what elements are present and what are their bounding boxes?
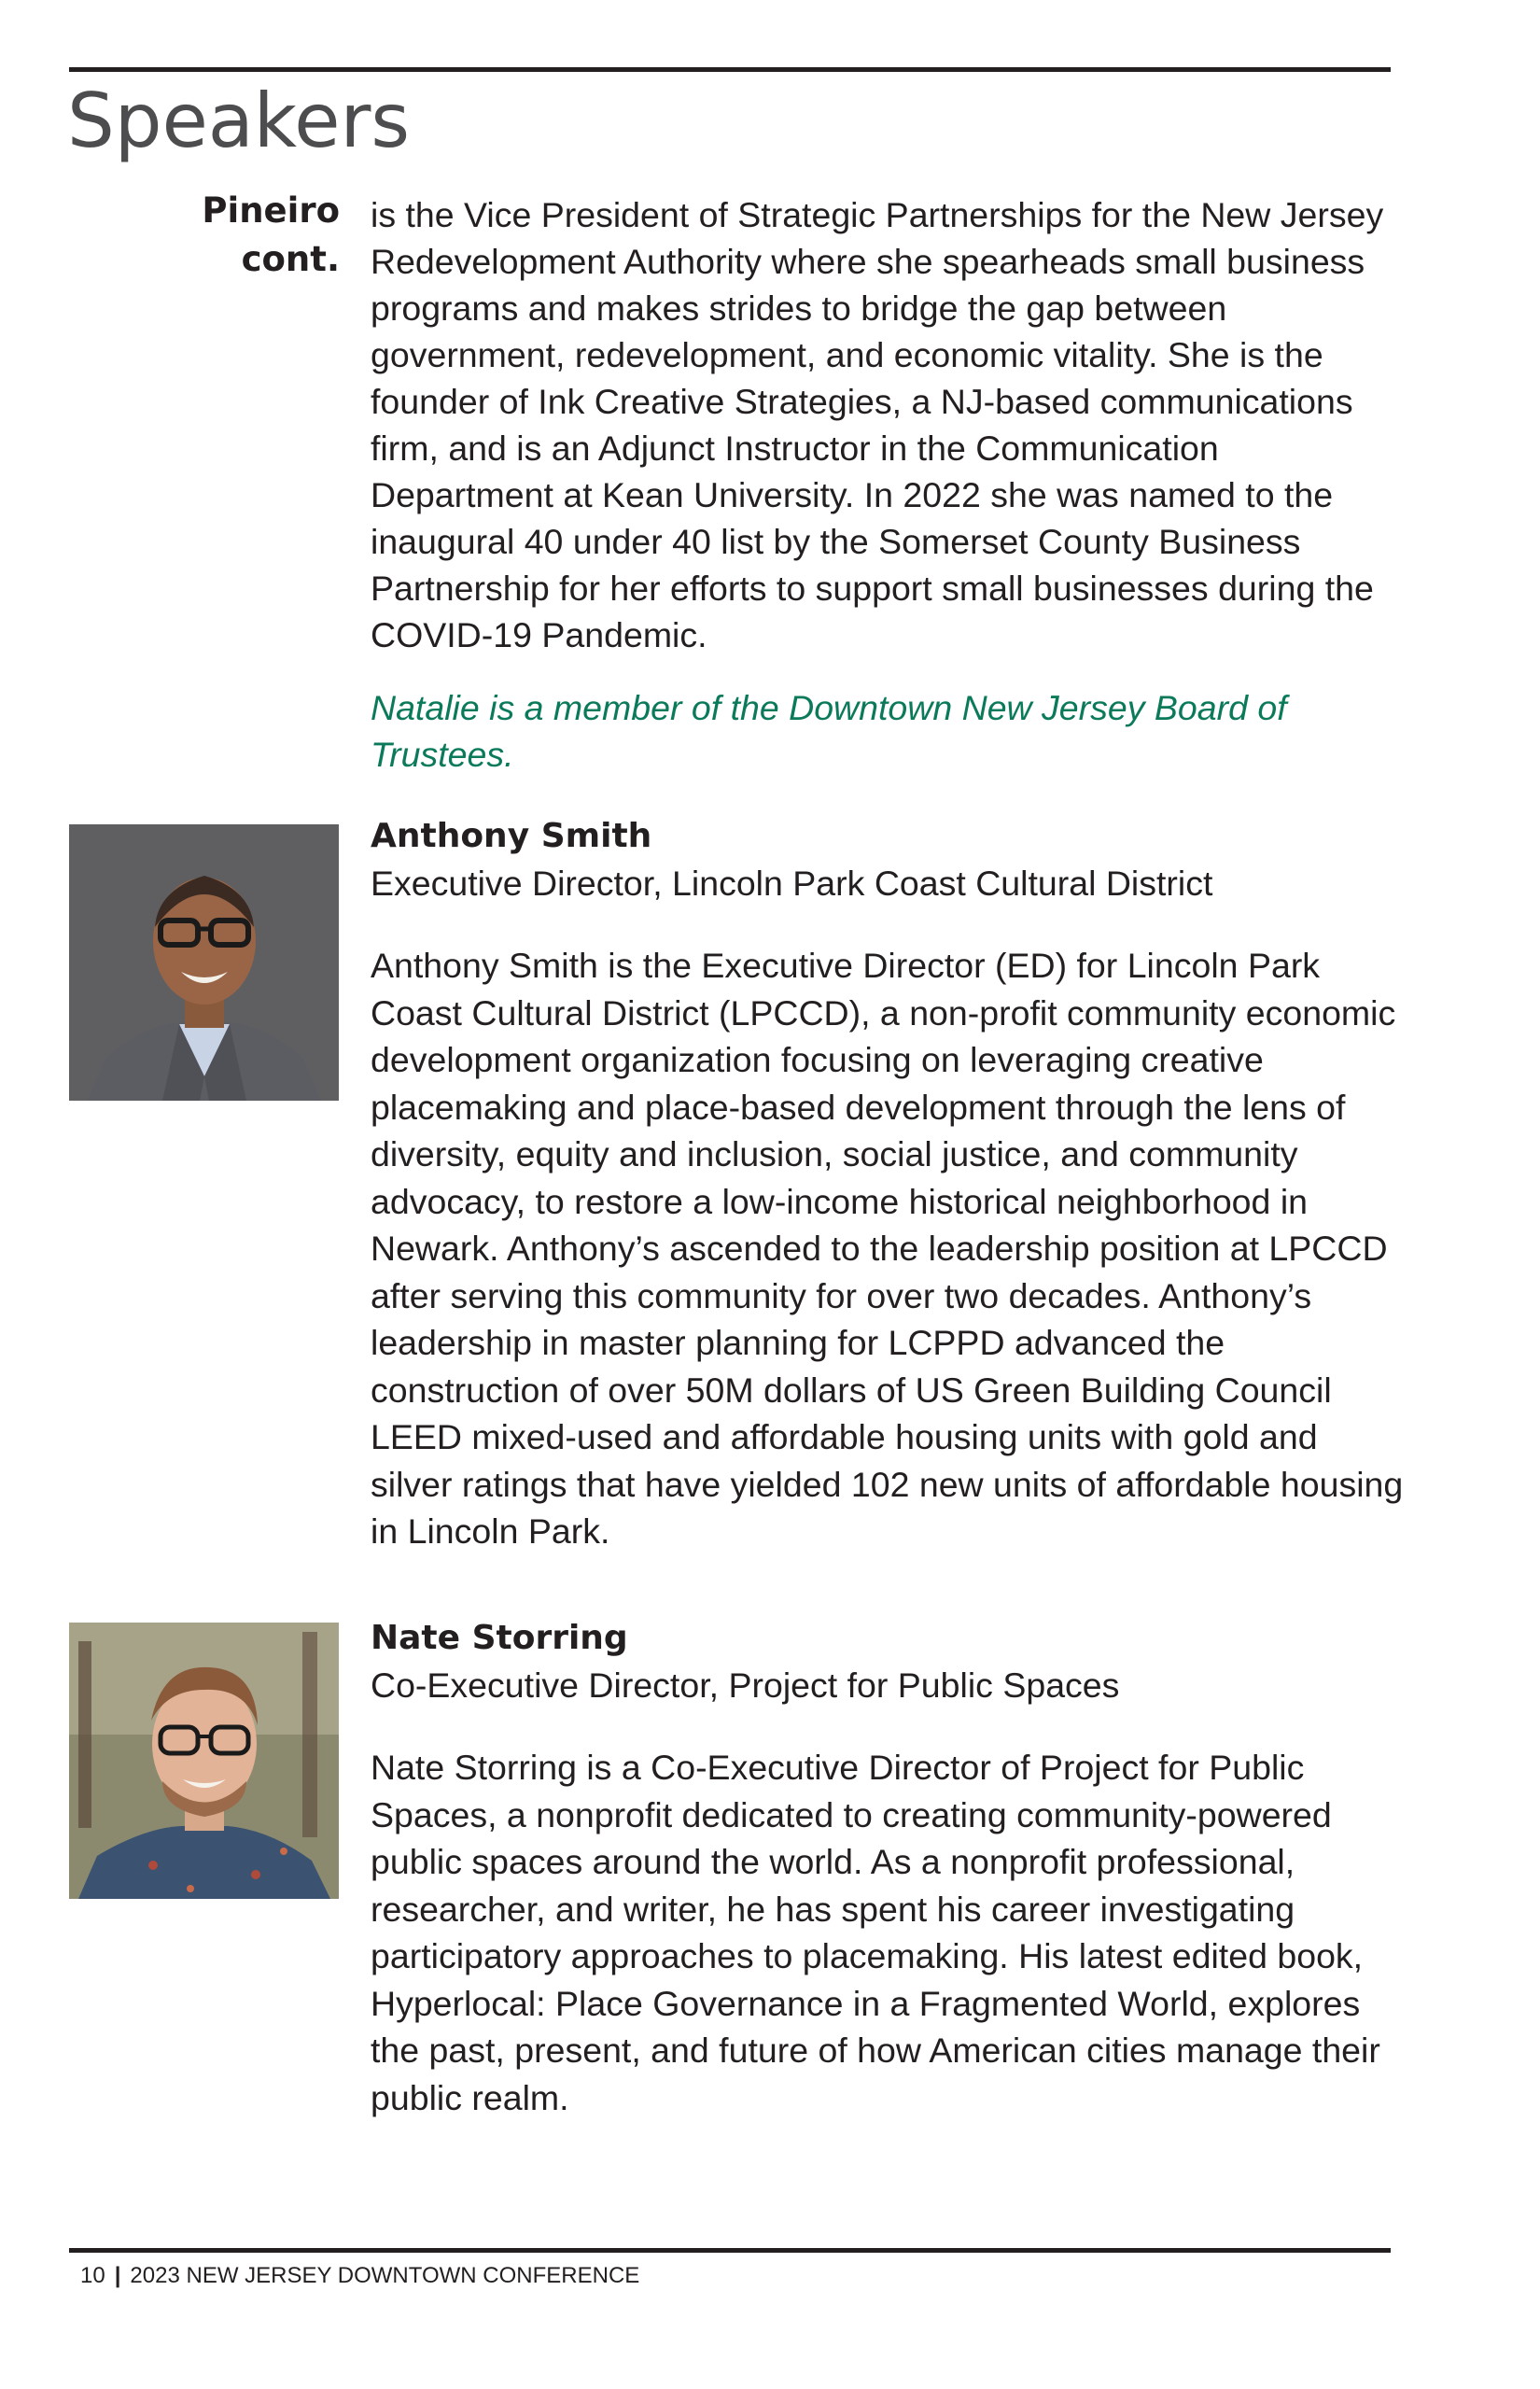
speaker-bio: Anthony Smith is the Executive Director (ED) for Lincoln Park Coast Cultural District (LPCCD), a non-profit community economic development organization focusing on leveraging creative placemaking and place-based development through the lens of diversity, equity and inclusion, social justice, and community advocacy, to restore a low-income historical neighborhood in Newark. Anthony’s ascended to the leadership position at LPCCD after serving this community for over two decades. Anthony’s leadership in master planning for LCPPD advanced the construction of over 50M dollars of US Green Building Council LEED mixed-used and affordable housing units with gold and silver ratings that have yielded 102 new units of affordable housing in Lincoln Park. [371,946,1404,1551]
page-number: 10 [80,2263,105,2288]
publication-name: 2023 NEW JERSEY DOWNTOWN CONFERENCE [130,2263,640,2288]
speaker-anthony-smith [371,813,1407,1555]
board-note: Natalie is a member of the Downtown New Jersey Board of Trustees. [371,688,1287,774]
continuation-label-cont: cont. [241,239,340,279]
speaker-nate-storring [371,1615,1407,2121]
speaker-role: Executive Director, Lincoln Park Coast Cultural District [371,864,1213,903]
speaker-name: Nate Storring [371,1619,628,1657]
page-footer [80,2262,639,2290]
portrait-image [69,824,339,1101]
page-title: Speakers [67,77,411,164]
portrait-image [69,1623,339,1899]
continuation-label [140,187,340,284]
speaker-name: Anthony Smith [371,817,652,855]
continuation-block [371,191,1407,778]
continuation-paragraph: is the Vice President of Strategic Partnerships for the New Jersey Redevelopment Authority where she spearheads small business programs and makes strides to bridge the gap between government, redevelopment, and economic vitality. She is the founder of Ink Creative Strategies, a NJ-based communications firm, and is an Adjunct Instructor in the Communication Department at Kean University. In 2022 she was named to the inaugural 40 under 40 list by the Somerset County Business Partnership for her efforts to support small businesses during the COVID-19 Pandemic. [371,195,1384,654]
speaker-photo-anthony-smith [69,824,339,1101]
bottom-rule [69,2248,1391,2253]
continuation-label-name: Pineiro [202,190,340,231]
speaker-role: Co-Executive Director, Project for Public Spaces [371,1665,1120,1705]
top-rule [69,67,1391,72]
speaker-photo-nate-storring [69,1623,339,1899]
speaker-bio: Nate Storring is a Co-Executive Director of Project for Public Spaces, a nonprofit dedicated to creating community-powered public spaces around the world. As a nonprofit professional, researcher, and writer, he has spent his career investigating participatory approaches to placemaking. His latest edited book, Hyperlocal: Place Governance in a Fragmented World, explores the past, present, and future of how American cities manage their public realm. [371,1748,1380,2117]
footer-separator: | [114,2263,121,2288]
